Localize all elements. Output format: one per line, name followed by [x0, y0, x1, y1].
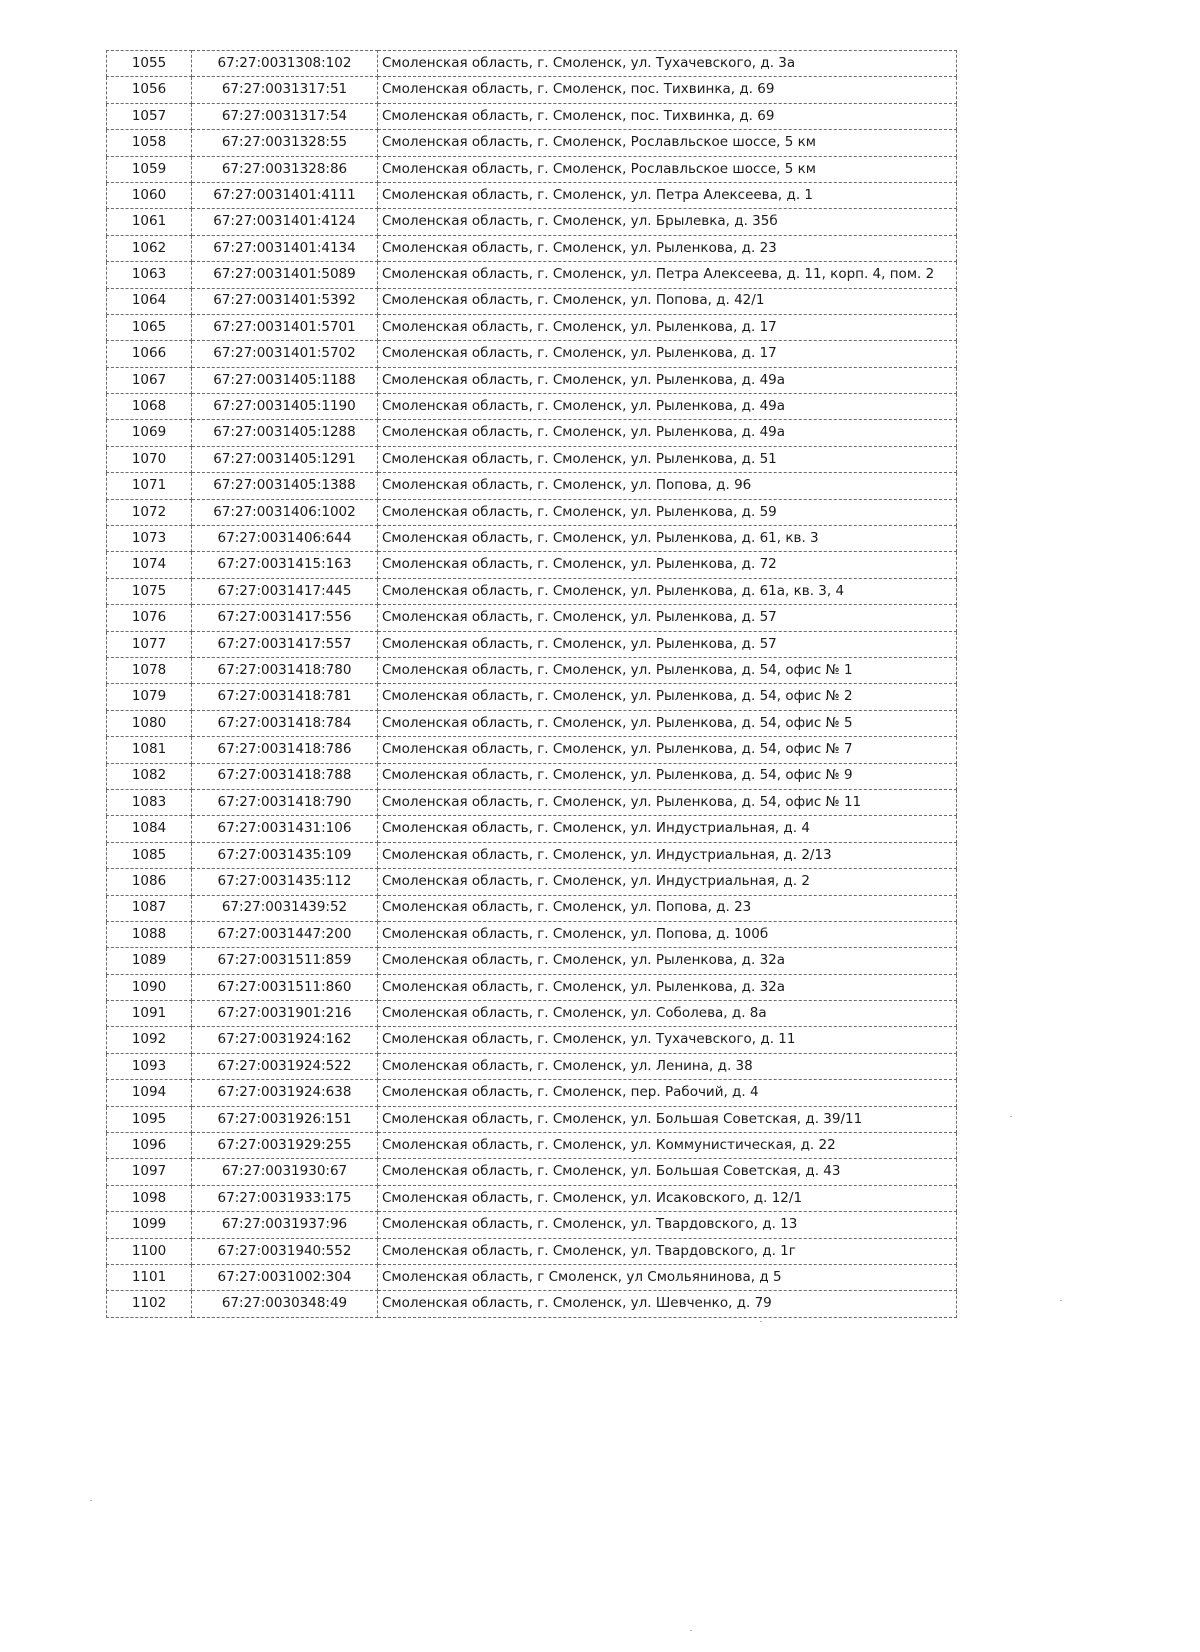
table-row	[107, 869, 957, 895]
table-row	[107, 1185, 957, 1211]
row-number: 1055	[107, 51, 192, 77]
row-number: 1094	[107, 1080, 192, 1106]
cadastral-number: 67:27:0031924:638	[192, 1080, 378, 1106]
cadastral-number: 67:27:0031435:112	[192, 869, 378, 895]
cadastral-number: 67:27:0031415:163	[192, 552, 378, 578]
row-number: 1083	[107, 789, 192, 815]
table-row	[107, 1133, 957, 1159]
table-row	[107, 737, 957, 763]
cadastral-number: 67:27:0031418:781	[192, 684, 378, 710]
table-row	[107, 1027, 957, 1053]
table-row	[107, 631, 957, 657]
row-number: 1059	[107, 156, 192, 182]
row-number: 1095	[107, 1106, 192, 1132]
table-row	[107, 77, 957, 103]
row-number: 1087	[107, 895, 192, 921]
table-row	[107, 394, 957, 420]
address: Смоленская область, г. Смоленск, ул. Рыленкова, д. 57	[378, 605, 957, 631]
address: Смоленская область, г. Смоленск, пос. Тихвинка, д. 69	[378, 77, 957, 103]
table-row	[107, 552, 957, 578]
address: Смоленская область, г. Смоленск, ул. Индустриальная, д. 2	[378, 869, 957, 895]
row-number: 1069	[107, 420, 192, 446]
address: Смоленская область, г. Смоленск, ул. Рыленкова, д. 49а	[378, 420, 957, 446]
cadastral-number: 67:27:0031418:786	[192, 737, 378, 763]
table-row	[107, 1291, 957, 1317]
table-row	[107, 367, 957, 393]
cadastral-number: 67:27:0031401:5702	[192, 341, 378, 367]
row-number: 1065	[107, 314, 192, 340]
scan-speck	[90, 1500, 92, 1501]
row-number: 1081	[107, 737, 192, 763]
row-number: 1080	[107, 710, 192, 736]
table-body	[107, 51, 957, 1318]
cadastral-number: 67:27:0031924:522	[192, 1053, 378, 1079]
row-number: 1078	[107, 657, 192, 683]
table-row	[107, 974, 957, 1000]
address: Смоленская область, г. Смоленск, ул. Исаковского, д. 12/1	[378, 1185, 957, 1211]
table-row	[107, 341, 957, 367]
row-number: 1056	[107, 77, 192, 103]
address: Смоленская область, г. Смоленск, ул. Брылевка, д. 35б	[378, 209, 957, 235]
address: Смоленская область, г. Смоленск, ул. Рыленкова, д. 72	[378, 552, 957, 578]
address: Смоленская область, г. Смоленск, ул. Рыленкова, д. 23	[378, 235, 957, 261]
row-number: 1063	[107, 262, 192, 288]
row-number: 1089	[107, 948, 192, 974]
address: Смоленская область, г. Смоленск, ул. Индустриальная, д. 2/13	[378, 842, 957, 868]
cadastral-number: 67:27:0031929:255	[192, 1133, 378, 1159]
cadastral-number: 67:27:0031447:200	[192, 921, 378, 947]
cadastral-number: 67:27:0031401:5701	[192, 314, 378, 340]
cadastral-number: 67:27:0031511:860	[192, 974, 378, 1000]
address: Смоленская область, г. Смоленск, ул. Рыленкова, д. 17	[378, 341, 957, 367]
cadastral-number: 67:27:0031405:1291	[192, 446, 378, 472]
row-number: 1064	[107, 288, 192, 314]
row-number: 1077	[107, 631, 192, 657]
row-number: 1101	[107, 1264, 192, 1290]
cadastral-number: 67:27:0031937:96	[192, 1212, 378, 1238]
cadastral-number: 67:27:0031406:1002	[192, 499, 378, 525]
address: Смоленская область, г. Смоленск, ул. Большая Советская, д. 43	[378, 1159, 957, 1185]
address: Смоленская область, г. Смоленск, ул. Ленина, д. 38	[378, 1053, 957, 1079]
cadastral-number: 67:27:0031328:86	[192, 156, 378, 182]
cadastral-number: 67:27:0031417:445	[192, 578, 378, 604]
row-number: 1070	[107, 446, 192, 472]
row-number: 1096	[107, 1133, 192, 1159]
cadastral-number: 67:27:0031418:780	[192, 657, 378, 683]
row-number: 1075	[107, 578, 192, 604]
row-number: 1092	[107, 1027, 192, 1053]
address: Смоленская область, г. Смоленск, ул. Рыленкова, д. 32а	[378, 948, 957, 974]
row-number: 1084	[107, 816, 192, 842]
table-row	[107, 473, 957, 499]
address: Смоленская область, г. Смоленск, ул. Рыленкова, д. 51	[378, 446, 957, 472]
cadastral-number: 67:27:0031417:556	[192, 605, 378, 631]
address: Смоленская область, г. Смоленск, ул. Рыленкова, д. 54, офис № 1	[378, 657, 957, 683]
row-number: 1097	[107, 1159, 192, 1185]
cadastral-number: 67:27:0031406:644	[192, 526, 378, 552]
cadastral-number: 67:27:0031317:54	[192, 103, 378, 129]
table-row	[107, 789, 957, 815]
address: Смоленская область, г. Смоленск, ул. Рыленкова, д. 54, офис № 9	[378, 763, 957, 789]
table-row	[107, 51, 957, 77]
cadastral-number: 67:27:0031405:1188	[192, 367, 378, 393]
row-number: 1068	[107, 394, 192, 420]
table-row	[107, 842, 957, 868]
table-row	[107, 605, 957, 631]
address: Смоленская область, г. Смоленск, пер. Рабочий, д. 4	[378, 1080, 957, 1106]
address: Смоленская область, г. Смоленск, ул. Рыленкова, д. 54, офис № 5	[378, 710, 957, 736]
address: Смоленская область, г. Смоленск, пос. Тихвинка, д. 69	[378, 103, 957, 129]
address: Смоленская область, г. Смоленск, ул. Тухачевского, д. 11	[378, 1027, 957, 1053]
scan-speck	[690, 1630, 692, 1631]
address: Смоленская область, г. Смоленск, ул. Твардовского, д. 13	[378, 1212, 957, 1238]
row-number: 1066	[107, 341, 192, 367]
address: Смоленская область, г. Смоленск, ул. Петра Алексеева, д. 1	[378, 182, 957, 208]
address: Смоленская область, г. Смоленск, ул. Твардовского, д. 1г	[378, 1238, 957, 1264]
address: Смоленская область, г. Смоленск, ул. Шевченко, д. 79	[378, 1291, 957, 1317]
table-row	[107, 446, 957, 472]
address: Смоленская область, г. Смоленск, ул. Рыленкова, д. 57	[378, 631, 957, 657]
row-number: 1086	[107, 869, 192, 895]
row-number: 1088	[107, 921, 192, 947]
row-number: 1079	[107, 684, 192, 710]
table-row	[107, 1080, 957, 1106]
cadastral-number: 67:27:0031418:788	[192, 763, 378, 789]
table-row	[107, 816, 957, 842]
table-row	[107, 314, 957, 340]
cadastral-number: 67:27:0031317:51	[192, 77, 378, 103]
cadastral-number: 67:27:0031901:216	[192, 1001, 378, 1027]
cadastral-number: 67:27:0031418:790	[192, 789, 378, 815]
row-number: 1098	[107, 1185, 192, 1211]
table-row	[107, 710, 957, 736]
cadastral-number: 67:27:0030348:49	[192, 1291, 378, 1317]
property-table	[106, 50, 957, 1318]
row-number: 1061	[107, 209, 192, 235]
table-row	[107, 130, 957, 156]
scan-speck	[1060, 1300, 1062, 1301]
address: Смоленская область, г. Смоленск, ул. Коммунистическая, д. 22	[378, 1133, 957, 1159]
table-row	[107, 262, 957, 288]
address: Смоленская область, г. Смоленск, ул. Рыленкова, д. 49а	[378, 394, 957, 420]
table-row	[107, 420, 957, 446]
cadastral-number: 67:27:0031328:55	[192, 130, 378, 156]
address: Смоленская область, г. Смоленск, ул. Рыленкова, д. 61, кв. 3	[378, 526, 957, 552]
scan-speck	[760, 1321, 762, 1322]
row-number: 1072	[107, 499, 192, 525]
address: Смоленская область, г. Смоленск, ул. Попова, д. 96	[378, 473, 957, 499]
address: Смоленская область, г. Смоленск, ул. Рыленкова, д. 61а, кв. 3, 4	[378, 578, 957, 604]
cadastral-number: 67:27:0031401:5392	[192, 288, 378, 314]
address: Смоленская область, г. Смоленск, Рославльское шоссе, 5 км	[378, 156, 957, 182]
table-row	[107, 235, 957, 261]
address: Смоленская область, г. Смоленск, ул. Рыленкова, д. 59	[378, 499, 957, 525]
row-number: 1073	[107, 526, 192, 552]
row-number: 1090	[107, 974, 192, 1000]
address: Смоленская область, г. Смоленск, ул. Тухачевского, д. 3а	[378, 51, 957, 77]
cadastral-number: 67:27:0031930:67	[192, 1159, 378, 1185]
cadastral-number: 67:27:0031435:109	[192, 842, 378, 868]
address: Смоленская область, г. Смоленск, ул. Рыленкова, д. 54, офис № 7	[378, 737, 957, 763]
address: Смоленская область, г. Смоленск, ул. Индустриальная, д. 4	[378, 816, 957, 842]
table-row	[107, 921, 957, 947]
table-row	[107, 578, 957, 604]
table-row	[107, 209, 957, 235]
row-number: 1074	[107, 552, 192, 578]
cadastral-number: 67:27:0031431:106	[192, 816, 378, 842]
table-row	[107, 1212, 957, 1238]
table-row	[107, 1238, 957, 1264]
table-row	[107, 156, 957, 182]
row-number: 1093	[107, 1053, 192, 1079]
cadastral-number: 67:27:0031308:102	[192, 51, 378, 77]
address: Смоленская область, г. Смоленск, ул. Рыленкова, д. 32а	[378, 974, 957, 1000]
table-row	[107, 1053, 957, 1079]
cadastral-number: 67:27:0031401:5089	[192, 262, 378, 288]
address: Смоленская область, г. Смоленск, ул. Рыленкова, д. 17	[378, 314, 957, 340]
table-row	[107, 499, 957, 525]
row-number: 1071	[107, 473, 192, 499]
row-number: 1057	[107, 103, 192, 129]
table-row	[107, 1159, 957, 1185]
row-number: 1058	[107, 130, 192, 156]
address: Смоленская область, г Смоленск, ул Смольянинова, д 5	[378, 1264, 957, 1290]
row-number: 1102	[107, 1291, 192, 1317]
table-row	[107, 948, 957, 974]
row-number: 1060	[107, 182, 192, 208]
table-row	[107, 684, 957, 710]
scan-speck	[1010, 1116, 1012, 1117]
row-number: 1067	[107, 367, 192, 393]
address: Смоленская область, г. Смоленск, ул. Рыленкова, д. 54, офис № 2	[378, 684, 957, 710]
cadastral-number: 67:27:0031401:4134	[192, 235, 378, 261]
table-row	[107, 182, 957, 208]
cadastral-number: 67:27:0031405:1190	[192, 394, 378, 420]
cadastral-number: 67:27:0031924:162	[192, 1027, 378, 1053]
cadastral-number: 67:27:0031002:304	[192, 1264, 378, 1290]
table-row	[107, 1106, 957, 1132]
address: Смоленская область, г. Смоленск, ул. Попова, д. 23	[378, 895, 957, 921]
cadastral-number: 67:27:0031401:4124	[192, 209, 378, 235]
row-number: 1085	[107, 842, 192, 868]
cadastral-number: 67:27:0031401:4111	[192, 182, 378, 208]
address: Смоленская область, г. Смоленск, ул. Попова, д. 100б	[378, 921, 957, 947]
cadastral-number: 67:27:0031405:1288	[192, 420, 378, 446]
table-row	[107, 1001, 957, 1027]
cadastral-number: 67:27:0031933:175	[192, 1185, 378, 1211]
cadastral-number: 67:27:0031405:1388	[192, 473, 378, 499]
row-number: 1091	[107, 1001, 192, 1027]
address: Смоленская область, г. Смоленск, ул. Соболева, д. 8а	[378, 1001, 957, 1027]
cadastral-number: 67:27:0031439:52	[192, 895, 378, 921]
table-row	[107, 526, 957, 552]
table-row	[107, 288, 957, 314]
table-row	[107, 103, 957, 129]
cadastral-number: 67:27:0031940:552	[192, 1238, 378, 1264]
row-number: 1062	[107, 235, 192, 261]
cadastral-number: 67:27:0031926:151	[192, 1106, 378, 1132]
row-number: 1076	[107, 605, 192, 631]
cadastral-number: 67:27:0031511:859	[192, 948, 378, 974]
table-row	[107, 895, 957, 921]
row-number: 1082	[107, 763, 192, 789]
address: Смоленская область, г. Смоленск, ул. Рыленкова, д. 54, офис № 11	[378, 789, 957, 815]
table-row	[107, 763, 957, 789]
address: Смоленская область, г. Смоленск, ул. Петра Алексеева, д. 11, корп. 4, пом. 2	[378, 262, 957, 288]
cadastral-number: 67:27:0031417:557	[192, 631, 378, 657]
address: Смоленская область, г. Смоленск, Рославльское шоссе, 5 км	[378, 130, 957, 156]
table-row	[107, 657, 957, 683]
address: Смоленская область, г. Смоленск, ул. Большая Советская, д. 39/11	[378, 1106, 957, 1132]
row-number: 1100	[107, 1238, 192, 1264]
row-number: 1099	[107, 1212, 192, 1238]
table-row	[107, 1264, 957, 1290]
cadastral-number: 67:27:0031418:784	[192, 710, 378, 736]
address: Смоленская область, г. Смоленск, ул. Рыленкова, д. 49а	[378, 367, 957, 393]
address: Смоленская область, г. Смоленск, ул. Попова, д. 42/1	[378, 288, 957, 314]
